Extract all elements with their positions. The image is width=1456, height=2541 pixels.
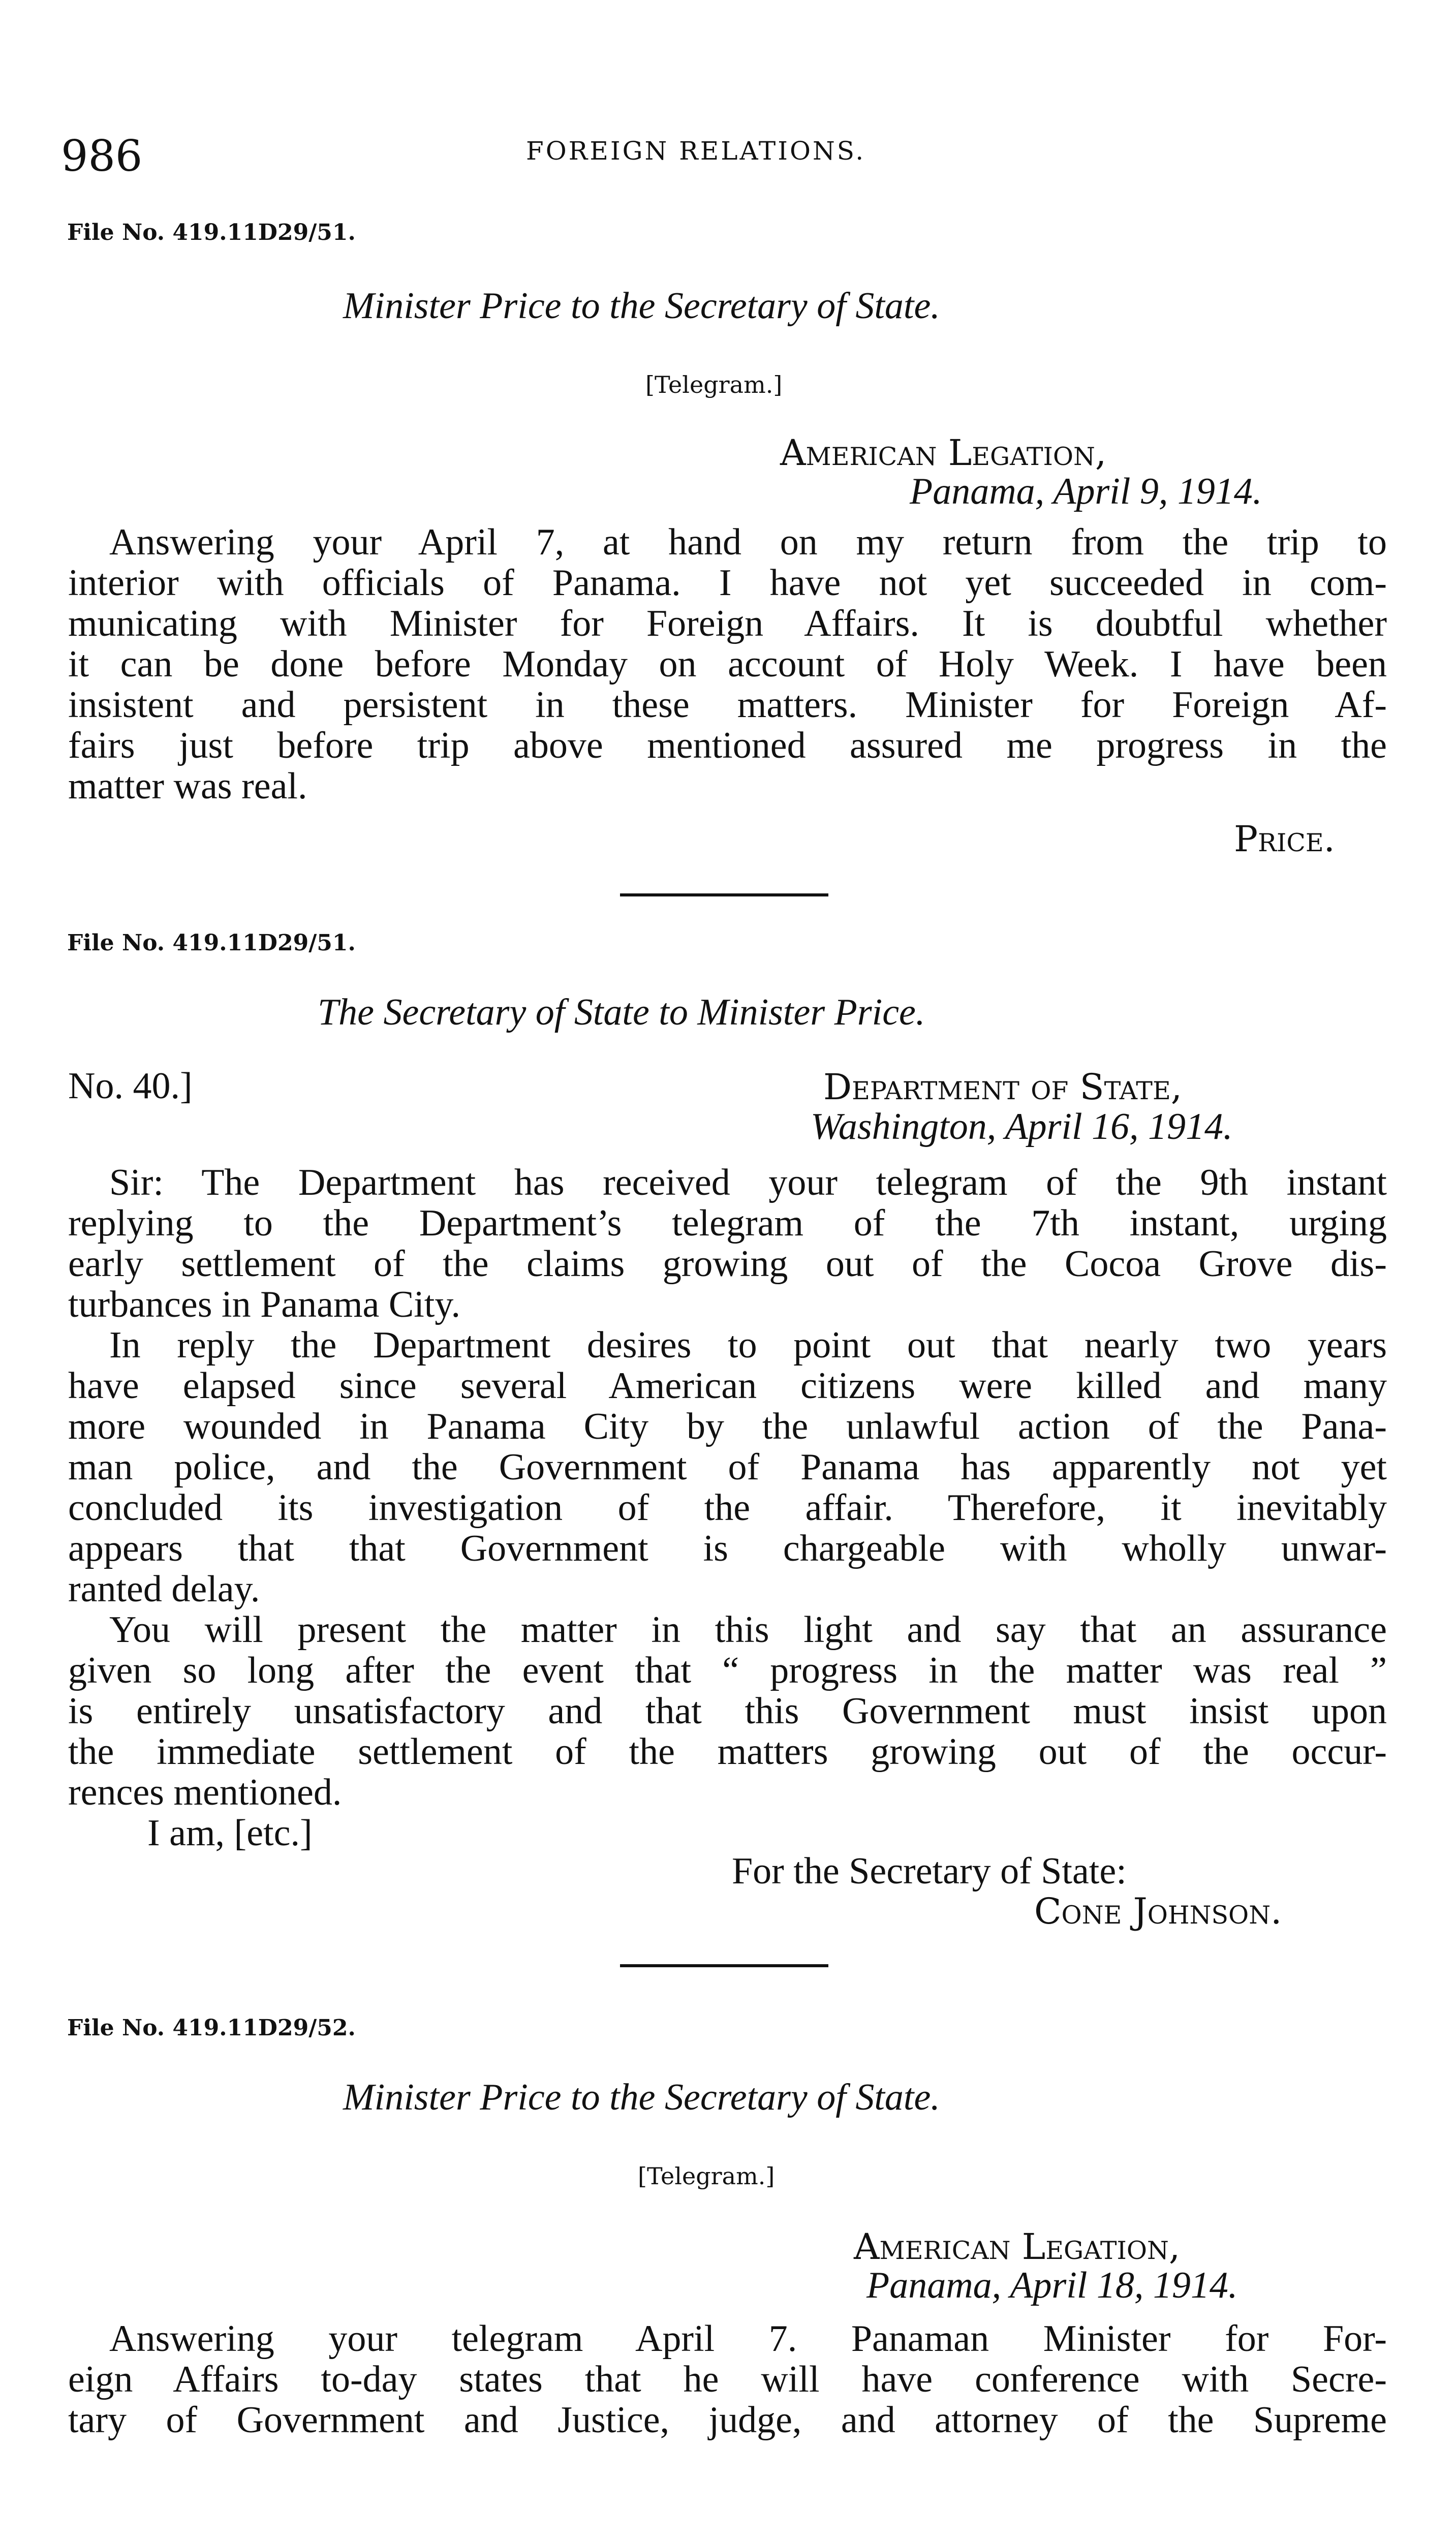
document-heading: The Secretary of State to Minister Price. — [318, 991, 925, 1033]
paragraph-line: given so long after the event that “ progress in the matter was real ” — [68, 1650, 1387, 1691]
signature: Price. — [1234, 818, 1335, 860]
document-heading: Minister Price to the Secretary of State. — [343, 2077, 940, 2118]
telegram-label: [Telegram.] — [645, 371, 783, 398]
paragraph-line: man police, and the Government of Panama has apparently not yet — [68, 1446, 1387, 1488]
paragraph-line: the immediate settlement of the matters growing out of the occur- — [68, 1731, 1387, 1773]
telegram-label: [Telegram.] — [638, 2162, 775, 2190]
paragraph-line: Answering your April 7, at hand on my return from the trip to — [109, 521, 1387, 563]
paragraph-line: Sir: The Department has received your telegram of the 9th instant — [109, 1162, 1387, 1203]
file-number: File No. 419.11D29/51. — [67, 220, 356, 245]
paragraph-line: municating with Minister for Foreign Affairs. It is doubtful whether — [68, 603, 1387, 644]
place-line: American Legation, — [780, 432, 1107, 474]
signature: Cone Johnson. — [1034, 1891, 1282, 1932]
paragraph-line: early settlement of the claims growing out of the Cocoa Grove dis- — [68, 1243, 1387, 1285]
place-line: American Legation, — [854, 2226, 1181, 2268]
paragraph-line: rences mentioned. — [68, 1772, 342, 1813]
paragraph-line: appears that that Government is chargeable with wholly unwar- — [68, 1528, 1387, 1569]
file-number: File No. 419.11D29/52. — [67, 2015, 356, 2041]
paragraph-line: interior with officials of Panama. I have not yet succeeded in com- — [68, 562, 1387, 604]
paragraph-line: replying to the Department’s telegram of the 7th instant, urging — [68, 1202, 1387, 1244]
paragraph-line: eign Affairs to-day states that he will have conference with Secre- — [68, 2359, 1387, 2400]
paragraph-line: insistent and persistent in these matters. Minister for Foreign Af- — [68, 684, 1387, 726]
paragraph-line: is entirely unsatisfactory and that this Government must insist upon — [68, 1690, 1387, 1732]
paragraph-line: it can be done before Monday on account of Holy Week. I have been — [68, 643, 1387, 685]
paragraph-line: I am, [etc.] — [147, 1812, 313, 1854]
running-title: FOREIGN RELATIONS. — [526, 136, 866, 166]
paragraph-line: Answering your telegram April 7. Panaman Minister for For- — [109, 2318, 1387, 2360]
date-line: Washington, April 16, 1914. — [811, 1106, 1233, 1148]
page-number: 986 — [61, 131, 143, 181]
paragraph-line: ranted delay. — [68, 1568, 260, 1610]
section-divider — [620, 893, 828, 896]
paragraph-line: In reply the Department desires to point out that nearly two years — [109, 1324, 1387, 1366]
place-line: Department of State, — [823, 1066, 1183, 1108]
file-number: File No. 419.11D29/51. — [67, 930, 356, 956]
section-divider — [620, 1964, 828, 1967]
paragraph-line: matter was real. — [68, 765, 307, 807]
paragraph-line: have elapsed since several American citizens were killed and many — [68, 1365, 1387, 1407]
paragraph-line: fairs just before trip above mentioned assured me progress in the — [68, 725, 1387, 766]
paragraph-line: You will present the matter in this light and say that an assurance — [109, 1609, 1387, 1651]
date-line: Panama, April 18, 1914. — [866, 2265, 1238, 2306]
date-line: Panama, April 9, 1914. — [910, 471, 1262, 512]
document-heading: Minister Price to the Secretary of State. — [343, 285, 940, 327]
paragraph-line: turbances in Panama City. — [68, 1284, 461, 1325]
paragraph-line: tary of Government and Justice, judge, and attorney of the Supreme — [68, 2399, 1387, 2441]
paragraph-line: more wounded in Panama City by the unlawful action of the Pana- — [68, 1406, 1387, 1447]
closing-line: For the Secretary of State: — [732, 1850, 1127, 1892]
dispatch-number: No. 40.] — [68, 1065, 193, 1107]
paragraph-line: concluded its investigation of the affair. Therefore, it inevitably — [68, 1487, 1387, 1529]
